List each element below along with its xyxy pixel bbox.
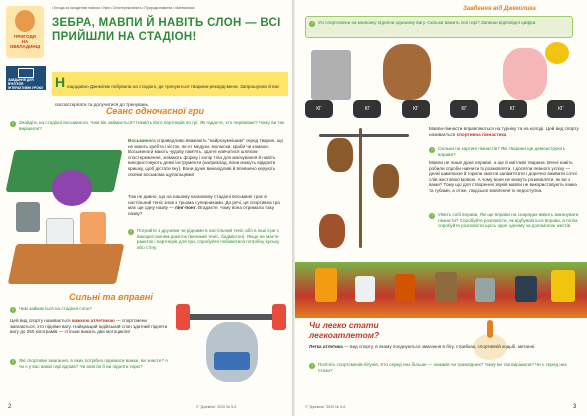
pingpong-term: пінг-понг (175, 205, 196, 211)
monitor-icon (18, 68, 34, 78)
question-3-text: Чим займається на стадіоні слон? (19, 306, 92, 311)
section-heading-ping-pong: Сеанс одночасної гри (105, 106, 205, 116)
intro-dropcap: Н (55, 74, 66, 90)
question-icon: ? (310, 363, 314, 368)
series-logo (6, 6, 44, 58)
gymnastics-paragraph (429, 126, 579, 137)
task-text: Усі спортсмени на малюнку підняли однакову вагу. Скільки важить їхні гирі? Запиши відповідні цифри. (318, 20, 537, 25)
athletics-text: — вид спорту, в якому поєднуються змагання в бігу, стрибках, спортивній ходьбі, метанні. (344, 344, 536, 349)
elephant-weightlifter-illustration (176, 292, 286, 388)
weightlifting-paragraph (10, 318, 170, 335)
octopus-pingpong-illustration (6, 140, 124, 290)
stadium-bench-icon (8, 244, 125, 284)
question-5-text: Скільки на картині гімнастів? Які тварини ще демонструють вправи? (438, 146, 566, 157)
question-icon: ? (310, 21, 314, 26)
section-heading-weightlifting: Сильні та вправні (69, 292, 153, 302)
question-icon: ? (430, 147, 434, 152)
section-heading-athletics: Чи легко стати легкоатлетом? (309, 320, 380, 340)
page-number-left: 2 (8, 404, 12, 410)
pig-icon (503, 48, 547, 100)
barbell-icon (182, 314, 280, 320)
teacher-badge[interactable] (6, 66, 46, 90)
wolf-runner-icon (475, 278, 495, 302)
weightlifting-term: важкою атлетикою (71, 318, 115, 323)
goat-icon (46, 218, 74, 246)
question-1 (10, 120, 285, 131)
giraffe-runner-icon (315, 268, 337, 302)
gymnast-monkeys-illustration (299, 124, 425, 256)
question-icon: ? (11, 307, 15, 312)
intro-box (52, 72, 288, 107)
octopus-icon (52, 170, 92, 206)
fox-runner-icon (395, 274, 415, 302)
intro-text: ещодавно Джемілик побувала на стадіоні, де тренуються тварини-рекордсмени. Запрошуємо й вас поспостерігати та долучитися до тренувань. (55, 84, 280, 107)
gymnastics-term: спортивна гімнастика (456, 131, 507, 137)
runners-illustration (295, 262, 587, 318)
donkey-icon (16, 202, 40, 232)
monkey-icon (373, 164, 399, 198)
series-line-3: ОБКЛАДИНЦІ (9, 44, 41, 49)
kettlebell-icon: КГ (547, 100, 575, 118)
athletics-term: Легка атлетика (309, 344, 343, 349)
ostrich-neck-icon (487, 320, 493, 338)
kangaroo-runner-icon (435, 272, 457, 302)
kettlebell-icon: КГ (353, 100, 381, 118)
badge-label: ЗАВДАННЯ ДЛЯ ВЧИТЕЛЯ ІНТЕРАКТИВНІ УРОКИ (8, 78, 43, 90)
series-line-2: НА (21, 39, 29, 44)
question-6 (429, 212, 579, 229)
question-icon: ? (11, 359, 15, 364)
weightlifting-text-end: — спортсмени змагаються, хто підніме вагу. Найкращий індійський слон здатний підняти вагу до 250 кілограмів — стільки важать два мотоцикли! (10, 318, 168, 335)
pingpong-text-end: . Вгадаєте, чому вона отримала таку назву? (128, 205, 275, 216)
question-4-text: Які спортивні змагання, в яких потрібно піднімати важке, ви знаєте? А чи є у вас важкі гирі вдома? Чи змогли б ви підняти гирю? (19, 358, 169, 369)
monkey-icon (319, 214, 345, 248)
page-number-right: 3 (573, 404, 577, 410)
task-label: Завдання від Джемілика (463, 6, 536, 12)
zebra-runner-icon (355, 276, 375, 302)
task-box (305, 16, 573, 38)
question-6-text: Уявіть собі вправи. Які ще вправи на снарядах вміють виконувати гімнасти? Спробуйте розповісти, як відбуваються вправи, а потім спробуйте розповісти щось одне одному за допомогою жестів. (438, 212, 579, 229)
octopus-paragraph (128, 138, 286, 177)
rabbit-icon (311, 50, 351, 100)
question-icon: ? (129, 229, 133, 234)
question-7 (309, 362, 579, 373)
bear-icon (383, 44, 431, 100)
weightlifting-text: Цей вид спорту називається (10, 318, 71, 323)
series-line-1: ПРИГОДИ (14, 34, 36, 39)
page-title: ЗЕБРА, МАВПИ Й НАВІТЬ СЛОН — ВСІ ПРИЙШЛИ НА СТАДІОН! (52, 17, 281, 43)
weightlifters-illustration (305, 42, 575, 120)
breadcrumb: • Бесіда за складеним планом • Умін • Спостережливість • Природознавство • Математика (52, 6, 195, 10)
ostrich-runner-icon (515, 276, 537, 302)
kettlebell-icon: КГ (402, 100, 430, 118)
bar-post-icon (359, 128, 362, 248)
kettlebell-icon: КГ (450, 100, 478, 118)
question-2 (128, 228, 286, 250)
left-page (0, 0, 292, 416)
sun-icon (545, 42, 569, 64)
publisher-footer-right: © "Джеміль" 2020 № 5-6 (305, 405, 346, 409)
octopus-term: Восьминога (128, 138, 156, 143)
horizontal-bar-icon (319, 134, 409, 137)
kettlebell-icon: КГ (499, 100, 527, 118)
monkey-icon (327, 138, 353, 172)
athletics-paragraph (309, 344, 579, 350)
pingpong-text: Тож не дивно, що на нашому казковому стадіоні восьминіг грає в настільний теніс знов з трьома суперниками. До речі, ця спортивна гра має ще одну назву — (128, 194, 280, 211)
question-icon: ? (430, 213, 434, 218)
gymnastics-text: Мавпи-гімнасти вправляються на турніку та на колоді. Цей вид спорту називається (429, 126, 579, 137)
question-7-text: Полічіть спортсменів-бігунів. Хто серед них більше — хижаків чи травоїдних? Чому ви так вирішили? Чи є серед них птахи? (318, 362, 567, 373)
kettlebell-icon: КГ (305, 100, 333, 118)
question-4 (10, 358, 170, 369)
elephant-shorts-icon (214, 352, 250, 370)
question-3 (10, 306, 170, 313)
cat-mascot-icon (15, 10, 35, 32)
question-icon: ? (11, 121, 15, 126)
octopus-text: справедливо вважають "найрозумнішим" серед тварин, що не мають хребта і кісток, як-от медузи, молюски, краби чи комахи. Восьминоги мають чудову пам'ять, здатні навчатися шляхом спостереження, знімають форму і колір тіла для маскування й навіть використовують деякі інструменти (наприклад, вони можуть відкрити кришку, щоб дістати їжу). Вони дуже винахідливі й впевнено керують своїми восьмома щупальцями! (128, 138, 284, 177)
weight-plate-icon (176, 304, 190, 330)
question-2-text: Пограйте з друзями чи рідними в настільний теніс або в інші ігри з використанням ракеток (великий теніс, бадмінтон). Якщо не маєте ракеток і партнерів для гри, спробуйте побавитися потрібну кульку або стіну. (137, 228, 280, 250)
publisher-footer-left: © "Джеміль" 2020 № 5-6 (196, 405, 237, 409)
pingpong-paragraph (128, 194, 286, 216)
lion-runner-icon (551, 270, 575, 302)
question-1-text: Знайдіть на стадіоні восьминога. Чим він займається? Назвіть його партнерів по грі. Як гадаєте, хто переможе? Чому ви так вирішили? (19, 120, 285, 131)
weight-plate-icon (272, 304, 286, 330)
question-5 (429, 146, 579, 157)
monkey-paragraph: Мавпи не лише дуже вправні, а ще й кмітливі тварини. Вчені навіть робили спроби навчити їх розмовляти. І досягли певного успіху — деякі шимпанзе й горили змогли запам'ятати і доречно вживати сотні слів жестовою мовою. А чому вони не можуть розмовляти, як ви з вами? Тому що для створення звуків мавпи не використовують язика та губами, а отже, людської мовлення їх недоступна. (429, 160, 577, 193)
giraffe-icon (80, 212, 106, 244)
right-page (295, 0, 587, 416)
